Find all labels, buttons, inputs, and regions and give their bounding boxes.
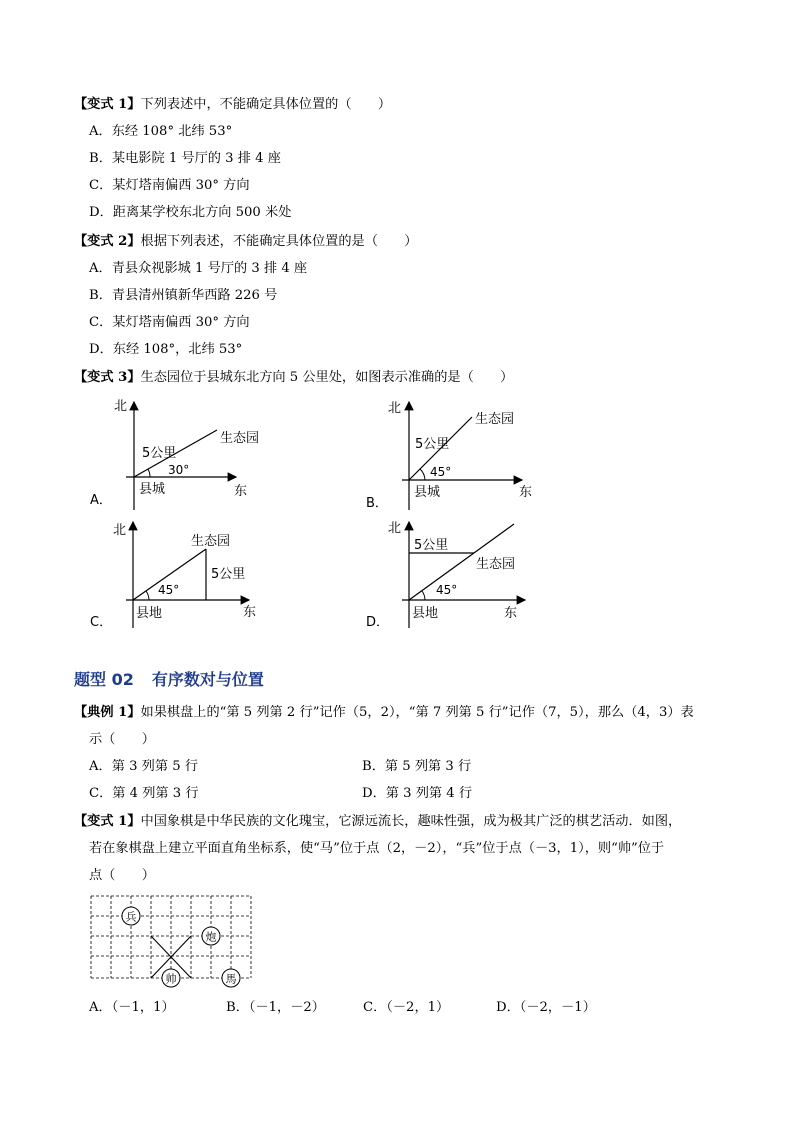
question-stem: 根据下列表述，不能确定具体位置的是（ ） xyxy=(140,234,418,249)
piece-bing xyxy=(122,907,140,925)
question-tag: 【变式 1】 xyxy=(74,814,141,829)
origin-label: 县地 xyxy=(136,606,163,621)
option-b: B．第 5 列第 3 行 xyxy=(362,759,472,774)
east-label: 东 xyxy=(243,605,257,620)
option-d: D．距离某学校东北方向 500 米处 xyxy=(89,205,292,220)
target-label: 生态园 xyxy=(475,412,515,427)
question-stem-cont: 若在象棋盘上建立平面直角坐标系，使“马”位于点（2，－2），“兵”位于点（－3，1），则“帅”位于 xyxy=(89,841,665,856)
angle-label: 45° xyxy=(430,465,452,479)
question-stem: 下列表述中，不能确定具体位置的（ ） xyxy=(140,97,392,112)
question-ex1 xyxy=(74,704,694,722)
grid-lines xyxy=(91,896,251,978)
option-b: B．某电影院 1 号厅的 3 排 4 座 xyxy=(89,151,281,166)
piece-label: 帅 xyxy=(165,972,177,986)
distance-label: 5公里 xyxy=(211,567,246,582)
distance-label: 5公里 xyxy=(414,538,449,553)
option-d: D．东经 108°，北纬 53° xyxy=(89,342,243,357)
origin-label: 县地 xyxy=(412,606,439,621)
option-d: D．第 3 列第 4 行 xyxy=(362,786,473,801)
north-label: 北 xyxy=(388,521,402,536)
target-label: 生态园 xyxy=(476,557,516,572)
north-label: 北 xyxy=(113,523,127,538)
north-label: 北 xyxy=(388,401,402,416)
section-title: 有序数对与位置 xyxy=(151,670,264,689)
choice-label: D． xyxy=(366,615,390,630)
option-c: C．某灯塔南偏西 30° 方向 xyxy=(89,178,250,193)
figure-c xyxy=(86,516,276,636)
question-tag: 【变式 1】 xyxy=(74,97,141,112)
option-b: B．（－1，－2） xyxy=(226,1000,325,1015)
option-c: C．（－2，1） xyxy=(363,1000,450,1015)
angle-arc xyxy=(422,591,425,600)
figure-d xyxy=(362,516,552,636)
option-a: A．东经 108° 北纬 53° xyxy=(89,124,233,139)
piece-shuai xyxy=(162,969,180,987)
question-stem: 如果棋盘上的“第 5 列第 2 行”记作（5，2），“第 7 列第 5 行”记作（7，5），那么（4，3）表 xyxy=(140,705,694,720)
piece-pao xyxy=(202,927,220,945)
piece-label: 兵 xyxy=(125,910,137,924)
option-c: C．某灯塔南偏西 30° 方向 xyxy=(89,315,250,330)
option-d: D．（－2，－1） xyxy=(496,1000,596,1015)
origin-label: 县城 xyxy=(139,482,166,497)
angle-label: 30° xyxy=(168,463,190,477)
north-label: 北 xyxy=(114,399,128,414)
east-label: 东 xyxy=(504,606,518,621)
question-v2 xyxy=(74,233,417,251)
question-v4 xyxy=(74,813,681,831)
angle-label: 45° xyxy=(158,583,180,597)
choice-label: B． xyxy=(366,496,388,511)
angle-arc xyxy=(148,469,150,477)
question-v3 xyxy=(74,369,513,387)
figure-b xyxy=(362,392,552,517)
east-label: 东 xyxy=(234,484,248,499)
question-tag: 【变式 2】 xyxy=(74,234,141,249)
target-label: 生态园 xyxy=(220,431,260,446)
question-tag: 【变式 3】 xyxy=(74,370,141,385)
target-label: 生态园 xyxy=(191,534,231,549)
choice-label: C． xyxy=(90,615,113,630)
choice-label: A． xyxy=(90,493,112,508)
distance-label: 5公里 xyxy=(142,446,177,461)
section-heading xyxy=(74,667,264,690)
east-label: 东 xyxy=(519,485,533,500)
figure-a xyxy=(86,392,276,517)
option-b: B．青县清州镇新华西路 226 号 xyxy=(89,288,278,303)
angle-arc xyxy=(420,469,425,480)
option-a: A．青县众视影城 1 号厅的 3 排 4 座 xyxy=(89,261,308,276)
question-tag: 【典例 1】 xyxy=(74,705,141,720)
option-a: A．（－1，1） xyxy=(89,1000,175,1015)
piece-ma xyxy=(222,969,240,987)
option-c: C．第 4 列第 3 行 xyxy=(89,786,199,801)
chessboard-figure xyxy=(88,892,258,988)
question-v1 xyxy=(74,96,391,114)
question-stem: 生态园位于县城东北方向 5 公里处，如图表示准确的是（ ） xyxy=(140,370,514,385)
question-stem-cont: 示（ ） xyxy=(89,732,155,747)
angle-label: 45° xyxy=(436,583,458,597)
origin-label: 县城 xyxy=(414,485,441,500)
option-a: A．第 3 列第 5 行 xyxy=(89,759,199,774)
piece-label: 馬 xyxy=(225,972,237,986)
distance-label: 5公里 xyxy=(415,437,450,452)
angle-arc xyxy=(146,591,149,600)
question-stem: 中国象棋是中华民族的文化瑰宝，它源远流长，趣味性强，成为极其广泛的棋艺活动．如图， xyxy=(140,814,682,829)
question-stem-cont: 点（ ） xyxy=(89,868,155,883)
piece-label: 炮 xyxy=(205,930,217,944)
section-label: 题型 02 xyxy=(74,670,134,689)
